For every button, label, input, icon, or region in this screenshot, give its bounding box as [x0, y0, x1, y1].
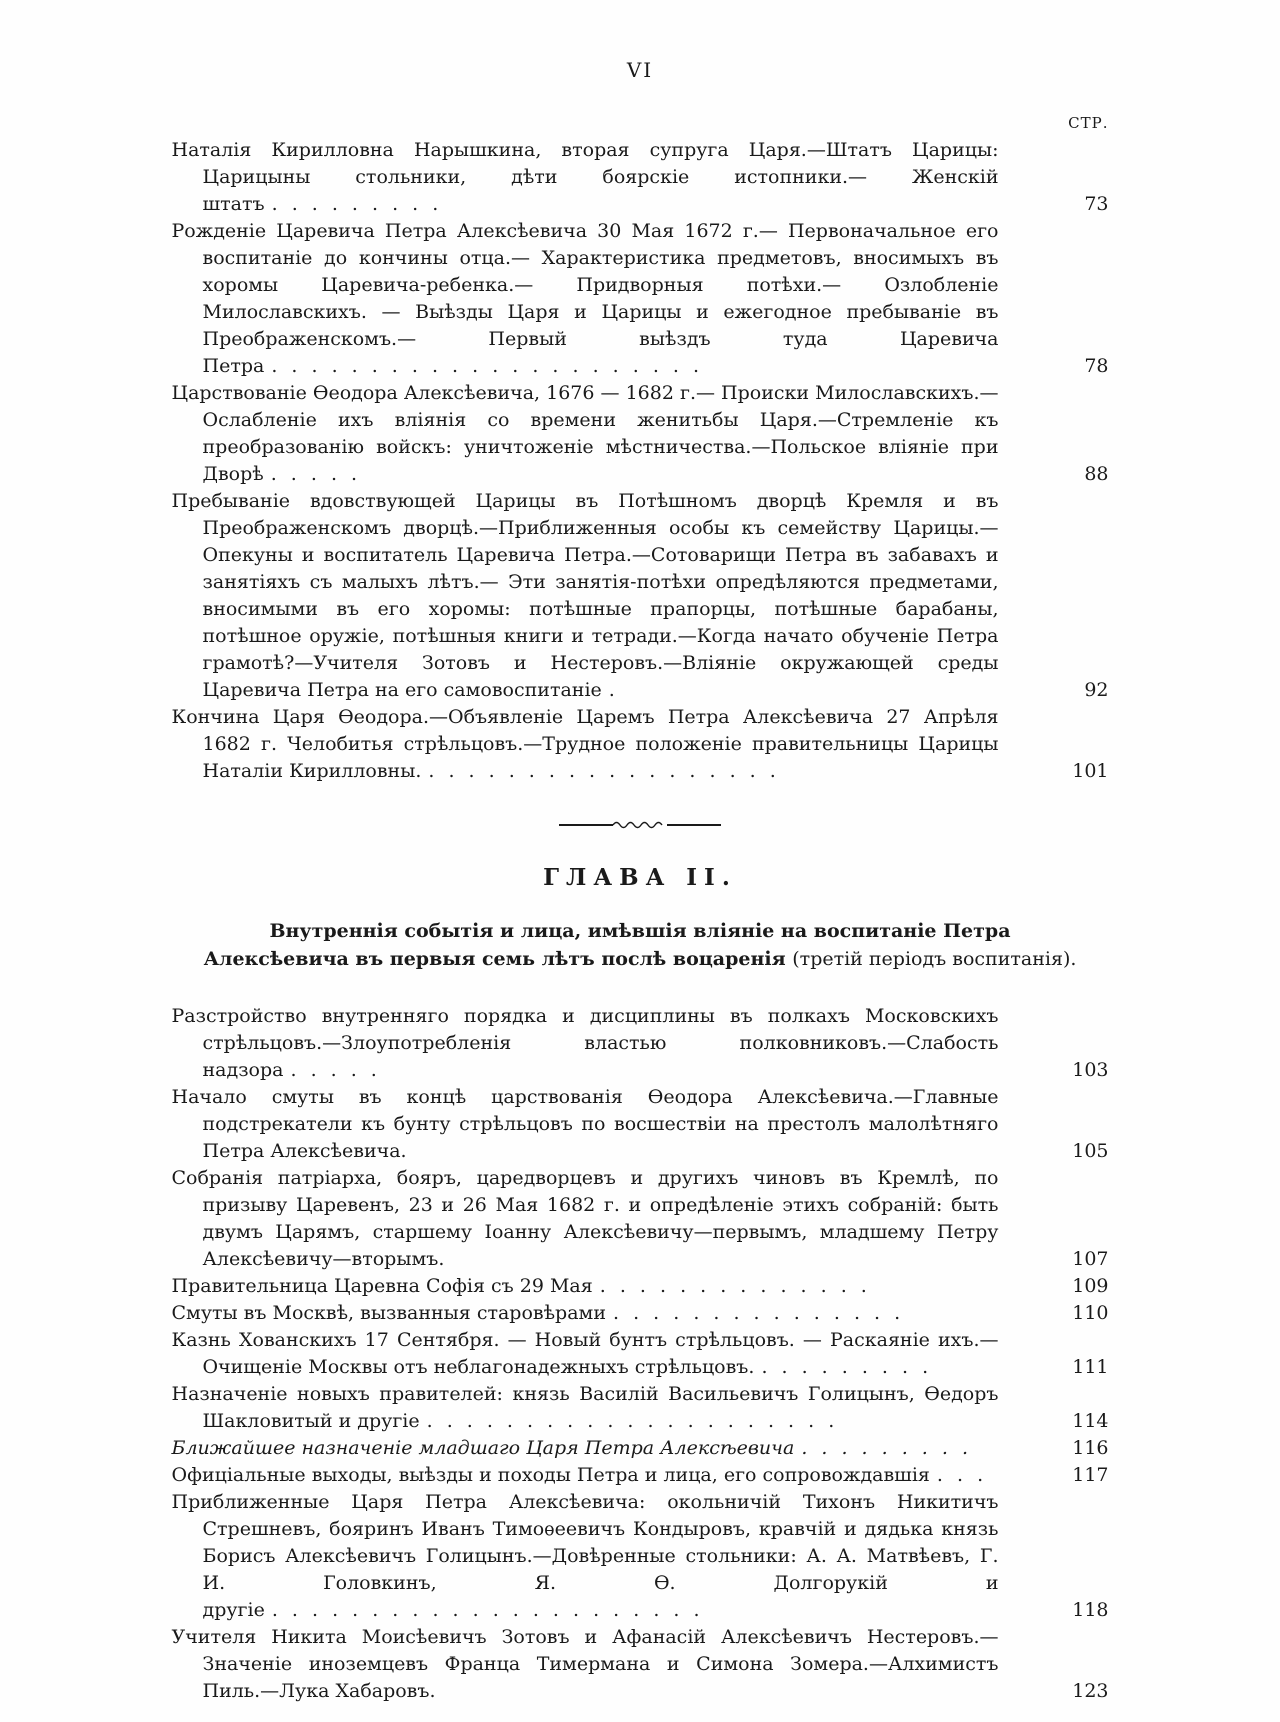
- toc-entry: [172, 1273, 1109, 1300]
- toc-entry: [172, 1435, 1109, 1462]
- toc-entry-text: Разстройство внутренняго порядка и дисциплины въ полкахъ Московскихъ стрѣльцовъ.—Злоупотребленія властью полковниковъ.—Слабость надзора . . . . .: [171, 1005, 999, 1081]
- toc-entry-page: 116: [1072, 1437, 1109, 1459]
- dot-leader: . . . . . . . . .: [801, 1437, 968, 1459]
- toc-list-chapter2: [172, 1003, 1109, 1705]
- toc-entry-text: Казнь Хованскихъ 17 Сентября. — Новый бунтъ стрѣльцовъ. — Раскаяніе ихъ.— Очищеніе Москвы отъ неблагонадежныхъ стрѣльцовъ. . . . . . . . . .: [171, 1329, 999, 1378]
- toc-entry-text: Рожденіе Царевича Петра Алексѣевича 30 Мая 1672 г.— Первоначальное его воспитаніе до кончины отца.— Характеристика предметовъ, вносимыхъ въ хоромы Царевича-ребенка.— Придворныя потѣхи.— Озлобленіе Милославскихъ. — Выѣзды Царя и Царицы и ежегодное пребываніе въ Преображенскомъ.— Первый выѣздъ туда Царевича Петра . . . . . . . . . . . . . . . . . . . . . .: [171, 220, 999, 377]
- page-folio: VI: [626, 58, 654, 82]
- dot-leader: . . . . . . . . . . . . . . . . . .: [428, 760, 776, 782]
- toc-entry-page: 107: [1072, 1248, 1109, 1270]
- page-column-header: СТР.: [1068, 114, 1109, 132]
- chapter-subtitle-parenthetical: (третій періодъ воспитанія).: [792, 948, 1077, 970]
- dot-leader: . . .: [936, 1464, 984, 1486]
- toc-entry-text: Учителя Никита Моисѣевичъ Зотовъ и Афанасій Алексѣевичъ Нестеровъ.—Значеніе иноземцевъ Франца Тимермана и Симона Зомера.—Алхимистъ Пиль.—Лука Хабаровъ.: [171, 1626, 999, 1702]
- toc-entry: [172, 1462, 1109, 1489]
- toc-entry-text: Офиціальные выходы, выѣзды и походы Петра и лица, его сопровождавшія . . .: [171, 1464, 984, 1486]
- toc-list-chapter1: [172, 137, 1109, 785]
- dot-leader: . . . . .: [290, 1059, 377, 1081]
- dot-leader: . . . . .: [270, 463, 358, 485]
- toc-entry: [172, 218, 1109, 380]
- toc-entry: [172, 1489, 1109, 1624]
- toc-entry: [172, 1624, 1109, 1705]
- dot-leader: . . . . . . . . . . . . . . . . . . . . .: [426, 1410, 835, 1432]
- toc-entry-text: Пребываніе вдовствующей Царицы въ Потѣшномъ дворцѣ Кремля и въ Преображенскомъ дворцѣ.—Приближенныя особы къ семейству Царицы.— Опекуны и воспитатель Царевича Петра.—Сотоварищи Петра въ забавахъ и занятіяхъ съ малыхъ лѣтъ.— Эти занятія-потѣхи опредѣляются предметами, вносимыми въ его хоромы: потѣшные прапорцы, потѣшные барабаны, потѣшное оружіе, потѣшныя книги и тетради.—Когда начато обученіе Петра грамотѣ?—Учителя Зотовъ и Нестеровъ.—Вліяніе окружающей среды Царевича Петра на его самовоспитаніе .: [171, 490, 999, 701]
- dot-leader: . . . . . . . . .: [271, 193, 439, 215]
- toc-entry-page: 117: [1072, 1464, 1109, 1486]
- chapter-heading: ГЛАВА II.: [543, 864, 737, 891]
- chapter-subtitle-main: Внутреннія событія и лица, имѣвшія вліяніе на воспитаніе Петра Алексѣевича въ первыя семь лѣтъ послѣ воцаренія: [203, 920, 1011, 970]
- dot-leader: . . . . . . . . . . . . . . . . . . . . . .: [271, 1599, 700, 1621]
- toc-entry-text: Ближайшее назначеніе младшаго Царя Петра Алексѣевича . . . . . . . . .: [171, 1437, 968, 1459]
- dot-leader: . . . . . . . . .: [761, 1356, 929, 1378]
- toc-entry-page: 123: [1072, 1680, 1109, 1702]
- toc-entry-page: 103: [1072, 1059, 1109, 1081]
- toc-entry: [172, 1300, 1109, 1327]
- toc-entry-text: Смуты въ Москвѣ, вызванныя старовѣрами . . . . . . . . . . . . . . .: [171, 1302, 901, 1324]
- toc-entry-page: 111: [1072, 1356, 1109, 1378]
- dot-leader: . . . . . . . . . . . . . . . . . . . . . .: [271, 355, 700, 377]
- toc-entry-page: 101: [1072, 760, 1109, 782]
- dot-leader: .: [608, 679, 615, 701]
- toc-entry-page: 110: [1072, 1302, 1109, 1324]
- toc-entry-text: Кончина Царя Ѳеодора.—Объявленіе Царемъ Петра Алексѣевича 27 Апрѣля 1682 г. Челобитья стрѣльцовъ.—Трудное положеніе правительницы Царицы Наталіи Кирилловны. . . . . . . . . . . . . . . . . . .: [171, 706, 999, 782]
- page-content: [172, 0, 1109, 1705]
- toc-entry: [172, 137, 1109, 218]
- dot-leader: . . . . . . . . . . . . . .: [599, 1275, 867, 1297]
- toc-entry-text: Наталія Кирилловна Нарышкина, вторая супруга Царя.—Штатъ Царицы: Царицыны стольники, дѣти боярскіе истопники.— Женскій штатъ . . . . . . . . .: [171, 139, 999, 215]
- toc-entry-page: 88: [1084, 463, 1109, 485]
- toc-entry-page: 105: [1072, 1140, 1109, 1162]
- toc-entry: [172, 1003, 1109, 1084]
- toc-entry-page: 114: [1072, 1410, 1109, 1432]
- toc-entry-page: 118: [1072, 1599, 1109, 1621]
- toc-entry-page: 92: [1084, 679, 1109, 701]
- toc-entry: [172, 488, 1109, 704]
- toc-entry-text: Собранія патріарха, бояръ, царедворцевъ и другихъ чиновъ въ Кремлѣ, по призыву Царевенъ, 23 и 26 Мая 1682 г. и опредѣленіе этихъ собраній: быть двумъ Царямъ, старшему Іоанну Алексѣевичу—первымъ, младшему Петру Алексѣевичу—вторымъ.: [171, 1167, 999, 1270]
- toc-entry: [172, 1084, 1109, 1165]
- toc-entry-page: 109: [1072, 1275, 1109, 1297]
- chapter-subtitle: [172, 917, 1109, 973]
- toc-entry: [172, 1381, 1109, 1435]
- toc-entry-text: Назначеніе новыхъ правителей: князь Василій Васильевичъ Голицынъ, Ѳедоръ Шакловитый и другіе . . . . . . . . . . . . . . . . . . . . .: [171, 1383, 999, 1432]
- toc-entry-page: 73: [1084, 193, 1109, 215]
- toc-entry-page: 78: [1084, 355, 1109, 377]
- toc-entry: [172, 1165, 1109, 1273]
- toc-entry-text: Царствованіе Ѳеодора Алексѣевича, 1676 — 1682 г.— Происки Милославскихъ.— Ослабленіе ихъ вліянія со времени женитьбы Царя.—Стремленіе къ преобразованію войскъ: уничтоженіе мѣстничества.—Польское вліяніе при Дворѣ . . . . .: [171, 382, 999, 485]
- dot-leader: . . . . . . . . . . . . . . .: [613, 1302, 901, 1324]
- toc-entry: [172, 380, 1109, 488]
- toc-entry: [172, 1327, 1109, 1381]
- toc-entry-text: Правительница Царевна Софія съ 29 Мая . . . . . . . . . . . . . .: [171, 1275, 867, 1297]
- toc-entry: [172, 704, 1109, 785]
- section-divider: [172, 817, 1109, 836]
- toc-entry-text: Начало смуты въ концѣ царствованія Ѳеодора Алексѣевича.—Главные подстрекатели къ бунту стрѣльцовъ по восшествіи на престолъ малолѣтняго Петра Алексѣевича.: [171, 1086, 999, 1162]
- wavy-rule-icon: [555, 818, 725, 832]
- toc-entry-text: Приближенные Царя Петра Алексѣевича: окольничій Тихонъ Никитичъ Стрешневъ, бояринъ Иванъ Тимоѳеевичъ Кондыровъ, кравчій и дядька князь Борисъ Алексѣевичъ Голицынъ.—Довѣренные стольники: А. А. Матвѣевъ, Г. И. Головкинъ, Я. Ѳ. Долгорукій и другіе . . . . . . . . . . . . . . . . . . . . . .: [171, 1491, 999, 1621]
